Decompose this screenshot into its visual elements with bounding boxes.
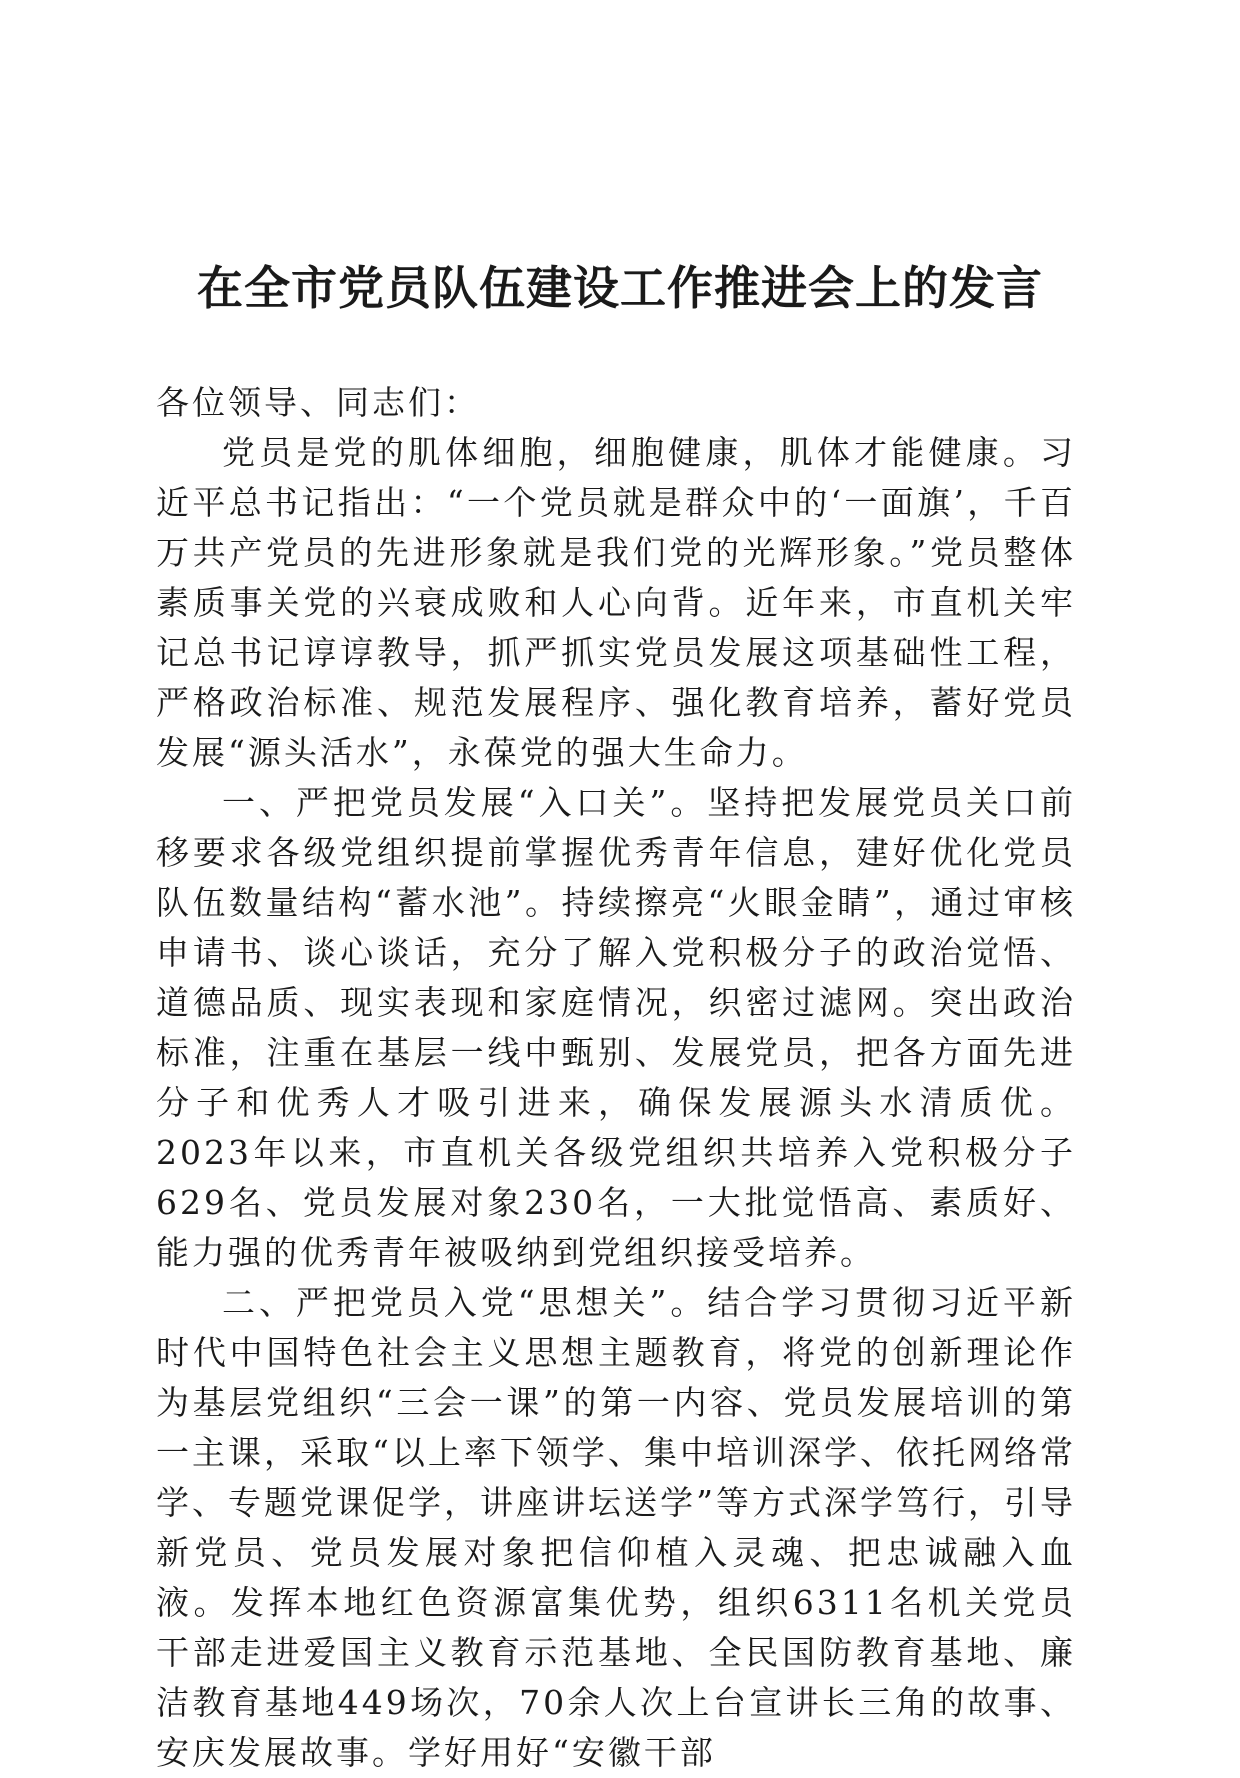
paragraph-section-one: 一、严把党员发展“入口关”。坚持把发展党员关口前移要求各级党组织提前掌握优秀青年信息，建好优化党员队伍数量结构“蓄水池”。持续擦亮“火眼金睛”，通过审核申请书、谈心谈话，充分了解入党积极分子的政治觉悟、道德品质、现实表现和家庭情况，织密过滤网。突出政治标准，注重在基层一线中甄别、发展党员，把各方面先进分子和优秀人才吸引进来，确保发展源头水清质优。2023年以来，市直机关各级党组织共培养入党积极分子629名、党员发展对象230名，一大批觉悟高、素质好、能力强的优秀青年被吸纳到党组织接受培养。 <box>156 783 1076 1272</box>
salutation: 各位领导、同志们： <box>156 383 480 422</box>
paragraph-intro: 党员是党的肌体细胞，细胞健康，肌体才能健康。习近平总书记指出：“一个党员就是群众中的‘一面旗’，千百万共产党员的先进形象就是我们党的光辉形象。”党员整体素质事关党的兴衰成败和人心向背。近年来，市直机关牢记总书记谆谆教导，抓严抓实党员发展这项基础性工程，严格政治标准、规范发展程序、强化教育培养，蓄好党员发展“源头活水”，永葆党的强大生命力。 <box>156 433 1076 772</box>
document-title: 在全市党员队伍建设工作推进会上的发言 <box>197 261 1043 315</box>
paragraph-section-two: 二、严把党员入党“思想关”。结合学习贯彻习近平新时代中国特色社会主义思想主题教育，将党的创新理论作为基层党组织“三会一课”的第一内容、党员发展培训的第一主课，采取“以上率下领学、集中培训深学、依托网络常学、专题党课促学，讲座讲坛送学”等方式深学笃行，引导新党员、党员发展对象把信仰植入灵魂、把忠诚融入血液。发挥本地红色资源富集优势，组织6311名机关党员干部走进爱国主义教育示范基地、全民国防教育基地、廉洁教育基地449场次，70余人次上台宣讲长三角的故事、安庆发展故事。学好用好“安徽干部 <box>156 1283 1076 1772</box>
document-body <box>156 378 1076 1778</box>
